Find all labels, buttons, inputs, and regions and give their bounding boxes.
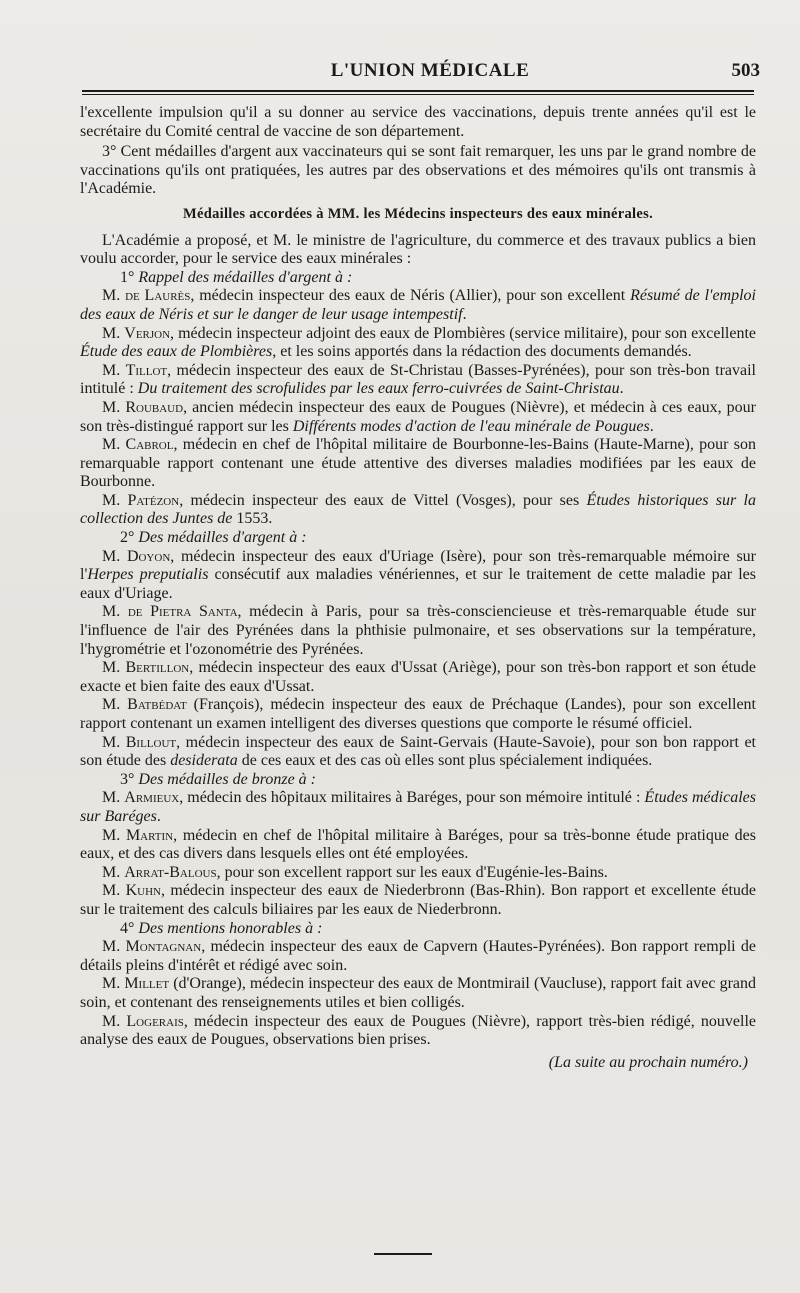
entry-prefix: M. — [102, 287, 126, 305]
header-rule — [82, 90, 754, 92]
award-entry — [80, 696, 756, 733]
subsection-title — [80, 529, 756, 548]
award-entry — [80, 659, 756, 696]
entry-prefix: M. — [102, 1012, 127, 1030]
entry-prefix: M. — [102, 361, 126, 379]
intro-paragraph: L'Académie a proposé, et M. le ministre de l'agriculture, du commerce et des travaux publics a bien voulu accorder, pour le service des eaux minérales : — [80, 231, 756, 268]
award-entry — [80, 362, 756, 399]
entry-text: , médecin inspecteur des eaux de Néris (Allier), pour son excellent — [190, 287, 631, 305]
award-entry — [80, 827, 756, 864]
entry-suffix: de ces eaux et des cas où elles sont plus spécialement indiquées. — [237, 752, 653, 770]
entry-prefix: M. — [102, 436, 126, 454]
work-title: Herpes preputialis — [87, 566, 209, 584]
subsection-label: Des médailles de bronze à : — [138, 770, 316, 788]
entry-suffix: consécutif aux maladies vénériennes, et sur le traitement de cette maladie par les eaux d'Uriage. — [80, 566, 756, 602]
work-title: Du traitement des scrofulides par les eaux ferro-cuivrées de Saint-Christau — [137, 380, 620, 398]
subsection-title — [80, 771, 756, 790]
entry-prefix: M. — [102, 975, 125, 993]
physician-name: Montagnan — [125, 938, 202, 956]
award-entry — [80, 325, 756, 362]
subsection-title — [80, 920, 756, 939]
paragraph: l'excellente impulsion qu'il a su donner au service des vaccinations, depuis trente années qu'il est le secrétaire du Comité central de vaccine de son département. — [80, 104, 756, 140]
page-number: 503 — [731, 60, 760, 81]
physician-name: Martin — [125, 826, 174, 844]
award-entry — [80, 436, 756, 492]
running-header — [100, 56, 760, 88]
entry-text: , médecin à Paris, pour sa très-consciencieuse et très-remarquable étude sur l'influence de l'air des Pyrénées dans la phthisie pulmonaire, et ses observations sur la température, l'hygrométrie et l'ozonométrie des Pyrénées. — [80, 603, 757, 658]
entry-suffix: . — [649, 417, 654, 435]
award-entry — [80, 864, 756, 883]
subsection-label: Des médailles d'argent à : — [138, 529, 307, 547]
entry-prefix: M. — [102, 491, 128, 509]
award-entry — [80, 1013, 756, 1050]
award-entry — [80, 492, 756, 529]
entry-prefix: M. — [102, 398, 126, 416]
award-entry — [80, 789, 756, 826]
subsection-number: 3° — [120, 770, 135, 788]
work-title: desiderata — [170, 752, 238, 770]
award-entry — [80, 975, 756, 1012]
entry-prefix: M. — [102, 659, 126, 677]
entry-suffix: . — [156, 807, 161, 825]
award-entry — [80, 938, 756, 975]
award-sections — [80, 269, 756, 1050]
subsection-title — [80, 269, 756, 288]
physician-name: Kuhn — [125, 882, 161, 900]
physician-name: Batbédat — [127, 696, 187, 714]
work-title: Étude des eaux de Plombières — [80, 343, 273, 361]
subsection-label: Rappel des médailles d'argent à : — [138, 268, 353, 286]
entry-text: , médecin en chef de l'hôpital militaire à Baréges, pour sa très-bonne étude pratique des eaux, et des cas divers dans lesquels elles ont été employées. — [80, 826, 756, 863]
entry-text: , médecin inspecteur des eaux de Capvern (Hautes-Pyrénées). Bon rapport rempli de détails pleins d'intérêt et rédigé avec soin. — [80, 938, 756, 974]
physician-name: de Laurès — [125, 287, 191, 305]
physician-name: Billout — [125, 733, 177, 751]
entry-text: , médecin inspecteur des eaux de Vittel (Vosges), pour ses — [179, 491, 587, 509]
paragraph: 3° Cent médailles d'argent aux vaccinateurs qui se sont fait remarquer, les uns par le grand nombre de vaccinations qu'ils ont pratiquées, les autres par des observations et des mémoires qu'ils ont transmis à l'Académie. — [80, 143, 756, 198]
award-entry — [80, 548, 756, 604]
physician-name: Millet — [124, 975, 170, 993]
subsection-number: 2° — [120, 529, 135, 547]
entry-prefix: M. — [102, 547, 127, 565]
entry-text: , médecin inspecteur des eaux de Niederbronn (Bas-Rhin). Bon rapport et excellente étude sur le traitement des calculs biliaires par les eaux de Niederbronn. — [80, 882, 756, 918]
work-title: Études médicales sur Baréges — [80, 789, 756, 825]
article-body — [80, 104, 756, 1072]
award-entry — [80, 882, 756, 919]
award-entry — [80, 399, 756, 436]
entry-text: , médecin inspecteur des eaux d'Ussat (Ariège), pour son très-bon rapport et son étude exacte et bien faite des eaux d'Ussat. — [80, 659, 756, 695]
entry-prefix: M. — [102, 603, 128, 621]
entry-text: , médecin inspecteur des eaux d'Uriage (Isère), pour son très-remarquable mémoire sur l' — [80, 547, 756, 584]
entry-prefix: M. — [102, 324, 125, 342]
entry-text: , médecin inspecteur des eaux de Saint-Gervais (Haute-Savoie), pour son bon rapport et son étude des — [80, 733, 756, 770]
entry-text: (François), médecin inspecteur des eaux de Préchaque (Landes), pour son excellent rapport contenant un examen intelligent des diverses questions que comporte le résumé officiel. — [80, 696, 756, 732]
award-entry — [80, 287, 756, 324]
work-title: Études historiques sur la collection des Juntes de — [80, 491, 757, 528]
entry-prefix: M. — [102, 696, 128, 714]
footer-rule — [374, 1253, 432, 1255]
entry-prefix: M. — [102, 789, 125, 807]
journal-title: L'UNION MÉDICALE — [330, 60, 530, 81]
award-entry — [80, 734, 756, 771]
entry-prefix: M. — [102, 733, 126, 751]
entry-suffix: . — [462, 305, 467, 323]
work-title: Résumé de l'emploi des eaux de Néris et sur le danger de leur usage intempestif — [80, 287, 756, 323]
physician-name: Arrat-Balous — [124, 863, 217, 881]
entry-prefix: M. — [102, 863, 125, 881]
physician-name: Tillot — [125, 361, 168, 379]
physician-name: Armieux — [124, 789, 180, 807]
physician-name: Roubaud — [125, 398, 184, 416]
entry-prefix: M. — [102, 938, 126, 956]
physician-name: Cabrol — [125, 436, 174, 454]
entry-text: , médecin inspecteur des eaux de Pougues (Nièvre), rapport très-bien rédigé, nouvelle analyse des eaux de Pougues, observations bien prises. — [80, 1012, 756, 1049]
work-title: Différents modes d'action de l'eau minérale de Pougues — [292, 417, 650, 435]
physician-name: Verjon — [124, 324, 171, 342]
continuation-note: (La suite au prochain numéro.) — [548, 1053, 748, 1071]
physician-name: Doyon — [126, 547, 171, 565]
entry-suffix: , et les soins apportés dans la rédaction des documents demandés. — [272, 343, 692, 361]
entry-text: , médecin inspecteur adjoint des eaux de Plombières (service militaire), pour son excellente — [170, 324, 756, 342]
entry-text: , médecin en chef de l'hôpital militaire de Bourbonne-les-Bains (Haute-Marne), pour son remarquable rapport contenant une étude attentive des diverses maladies modifiées par les eaux de Bourbonne. — [80, 436, 756, 491]
subsection-label: Des mentions honorables à : — [138, 919, 323, 937]
physician-name: Patézon — [127, 491, 180, 509]
section-heading: Médailles accordées à MM. les Médecins inspecteurs des eaux minérales. — [182, 205, 653, 222]
physician-name: de Pietra Santa — [127, 603, 238, 621]
entry-text: , pour son excellent rapport sur les eaux d'Eugénie-les-Bains. — [216, 863, 608, 881]
entry-prefix: M. — [102, 882, 126, 900]
award-entry — [80, 603, 756, 659]
entry-text: , médecin inspecteur des eaux de St-Christau (Basses-Pyrénées), pour son très-bon travail intitulé : — [80, 361, 756, 398]
entry-suffix: . — [619, 380, 624, 398]
entry-text: , médecin des hôpitaux militaires à Baréges, pour son mémoire intitulé : — [179, 789, 645, 807]
entry-suffix: 1553. — [232, 510, 273, 528]
physician-name: Logerais — [126, 1012, 184, 1030]
entry-text: , ancien médecin inspecteur des eaux de Pougues (Nièvre), et médecin à ces eaux, pour son très-distingué rapport sur les — [80, 398, 756, 435]
subsection-number: 1° — [120, 268, 135, 286]
subsection-number: 4° — [120, 919, 135, 937]
header-rule-thin — [82, 94, 754, 95]
physician-name: Bertillon — [125, 659, 190, 677]
entry-prefix: M. — [102, 826, 126, 844]
entry-text: (d'Orange), médecin inspecteur des eaux de Montmirail (Vaucluse), rapport fait avec grand soin, et contenant des renseignements utiles et bien colligés. — [80, 975, 756, 1011]
